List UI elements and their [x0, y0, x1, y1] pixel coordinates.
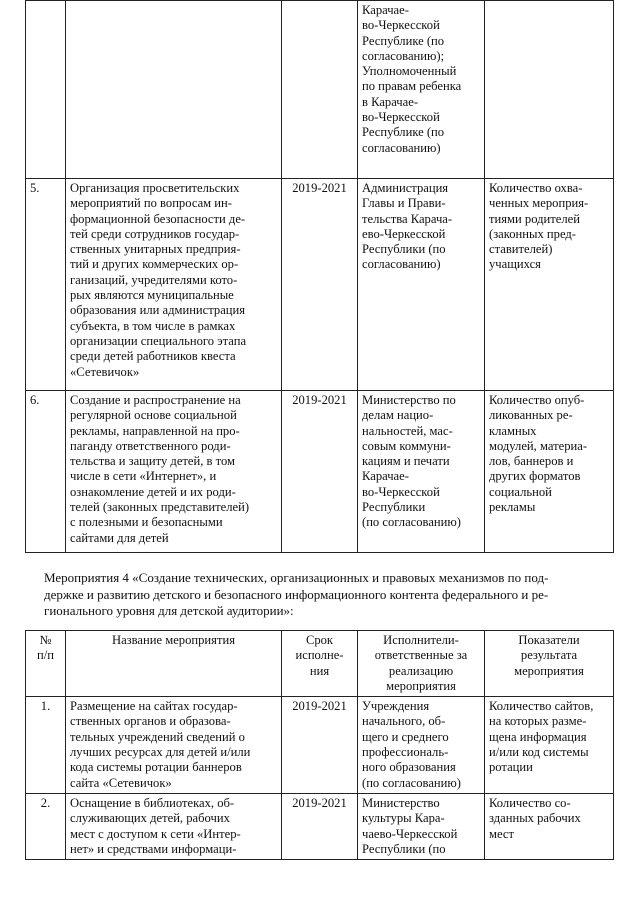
table-row — [26, 794, 614, 860]
header-name: Название мероприятия — [66, 631, 282, 697]
measure-indicator: Количество охва- ченных мероприя- тиями родителей (законных пред- ставителей) учащихся — [485, 179, 614, 391]
measure-term: 2019-2021 — [282, 179, 358, 391]
measure-executor: Администрация Главы и Прави- тельства Карача- ево-Черкесской Республики (по согласованию) — [358, 179, 485, 391]
row-number — [26, 1, 66, 179]
measure-name: Организация просветительских мероприятий по вопросам ин- формационной безопасности де- тей среди сотрудников государ- ственных унитарных предприя- тий и других коммерческих ор- ганизаций, учредителями кото- рых являются муниципальные образования или администрация субъекта, в том числе в рамках организации специального этапа среди детей работников квеста «Сетевичок» — [66, 179, 282, 391]
measure-name: Оснащение в библиотеках, об- служивающих детей, рабочих мест с доступом к сети «Интер- нет» и средствами информаци- — [66, 794, 282, 860]
header-number: № п/п — [26, 631, 66, 697]
table-row — [26, 391, 614, 553]
measure-indicator — [485, 1, 614, 179]
measure-executor: Министерство культуры Кара- чаево-Черкесской Республики (по — [358, 794, 485, 860]
measure-indicator: Количество опуб- ликованных ре- кламных модулей, материа- лов, баннеров и других форматов социальной рекламы — [485, 391, 614, 553]
table-header-row — [26, 631, 614, 697]
measure-executor: Карачае- во-Черкесской Республике (по согласованию); Уполномоченный по правам ребенка в Карачае- во-Черкесской Республике (по согласованию) — [358, 1, 485, 179]
measure-indicator: Количество сайтов, на которых разме- щена информация и/или код системы ротации — [485, 697, 614, 794]
row-number: 1. — [26, 697, 66, 794]
measure-name: Размещение на сайтах государ- ственных органов и образова- тельных учреждений сведений о лучших ресурсах для детей и/или кода системы ротации баннеров сайта «Сетевичок» — [66, 697, 282, 794]
row-number: 5. — [26, 179, 66, 391]
measures-table-continued — [25, 0, 614, 553]
header-executor: Исполнители- ответственные за реализацию мероприятия — [358, 631, 485, 697]
row-number: 6. — [26, 391, 66, 553]
measure-name — [66, 1, 282, 179]
row-number: 2. — [26, 794, 66, 860]
measure-term: 2019-2021 — [282, 391, 358, 553]
measure-indicator: Количество со- зданных рабочих мест — [485, 794, 614, 860]
table-row — [26, 179, 614, 391]
measures-table-4 — [25, 630, 614, 860]
header-indicator: Показатели результата мероприятия — [485, 631, 614, 697]
measure-term: 2019-2021 — [282, 794, 358, 860]
measure-executor: Министерство по делам нацио- нальностей, мас- совым коммуни- кациям и печати Карачае- во-Черкесской Республики (по согласованию) — [358, 391, 485, 553]
measure-name: Создание и распространение на регулярной основе социальной рекламы, направленной на про- паганду ответственного роди- тельства и защиту детей, в том числе в сети «Интернет», и ознакомление детей и их роди- телей (законных представителей) с полезными и безопасными сайтами для детей — [66, 391, 282, 553]
section-heading: Мероприятия 4 «Создание технических, организационных и правовых механизмов по под- держке и развитию детского и безопасного информационного контента федерального и ре- гионального уровня для детской аудитории»: — [44, 570, 549, 618]
measure-term — [282, 1, 358, 179]
table-row — [26, 1, 614, 179]
measure-executor: Учреждения начального, об- щего и среднего профессиональ- ного образования (по согласованию) — [358, 697, 485, 794]
measure-term: 2019-2021 — [282, 697, 358, 794]
header-term: Срок исполне- ния — [282, 631, 358, 697]
table-row — [26, 697, 614, 794]
